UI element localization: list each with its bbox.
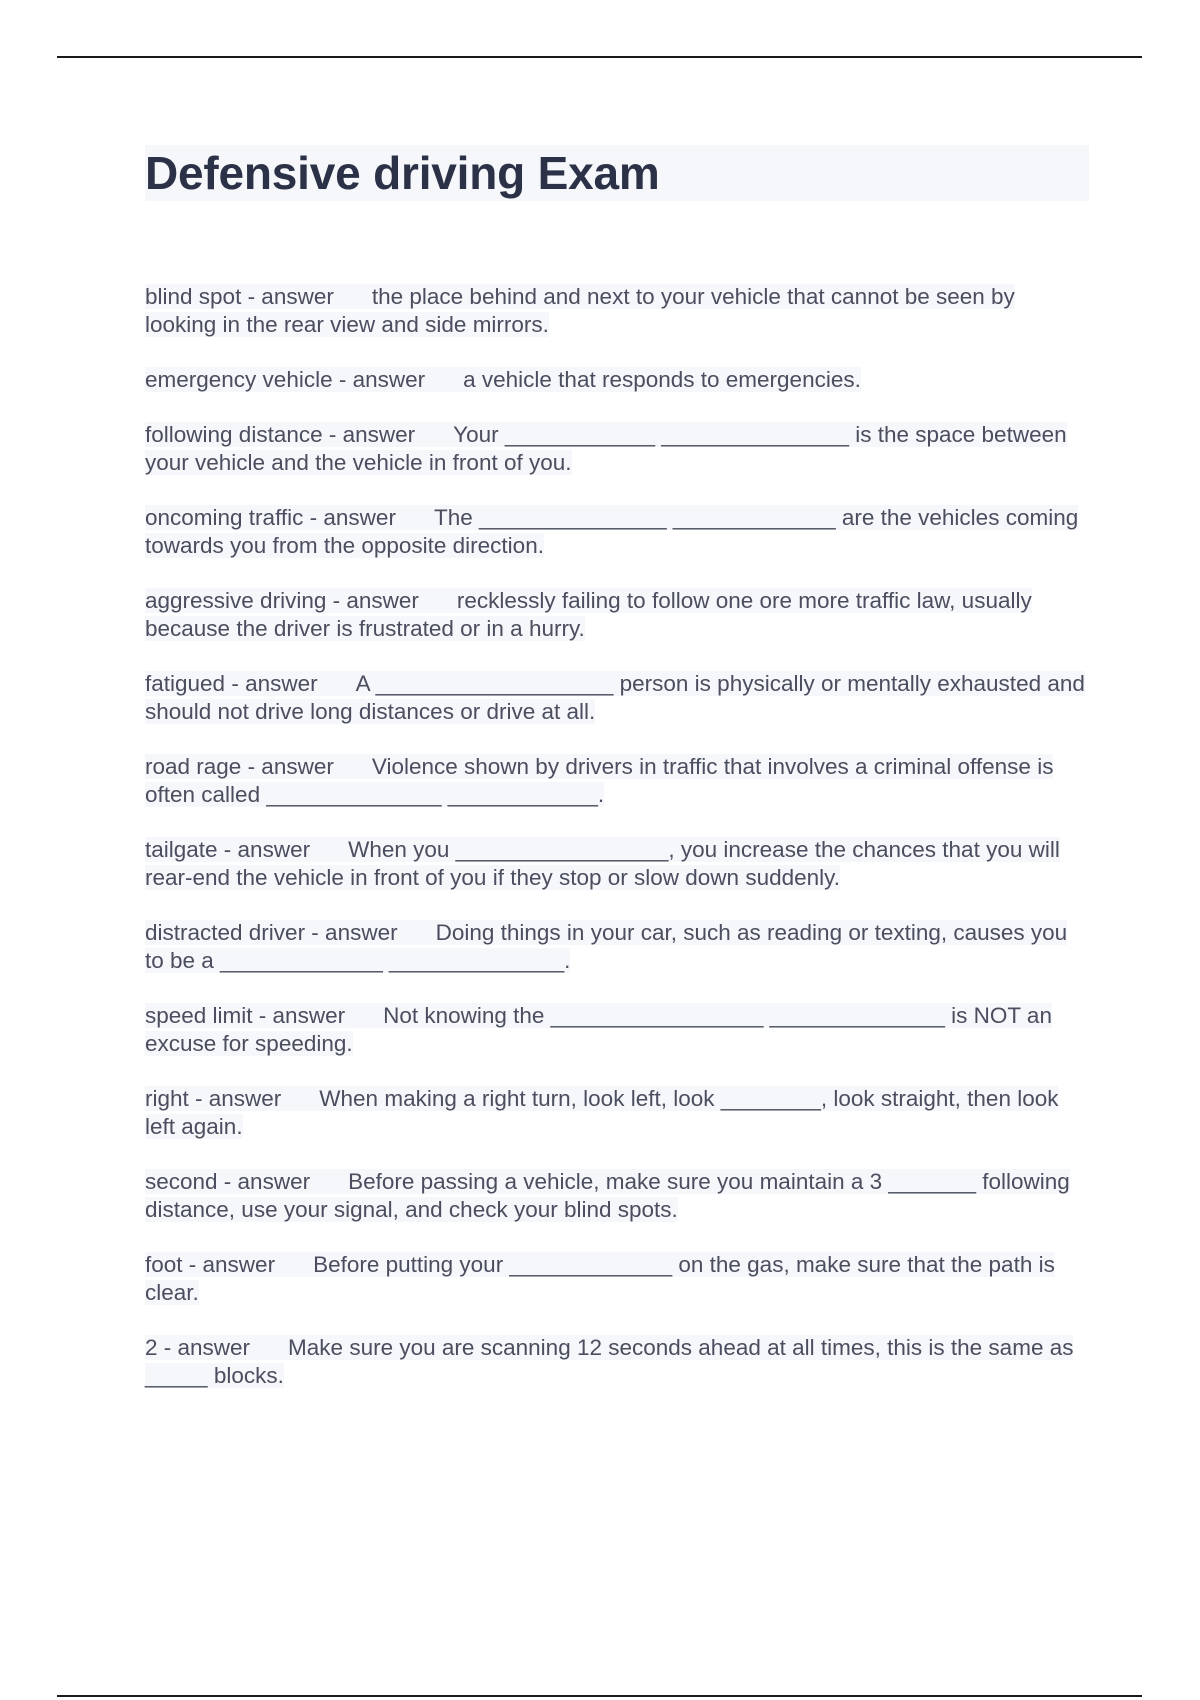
qa-term: foot - answer bbox=[145, 1252, 276, 1277]
qa-item bbox=[145, 919, 1090, 975]
qa-definition: The _______________ _____________ are the vehicles coming towards you from the opposite direction. bbox=[145, 505, 1079, 558]
qa-definition: a vehicle that responds to emergencies. bbox=[463, 367, 861, 392]
qa-definition: When making a right turn, look left, look ________, look straight, then look left again. bbox=[145, 1086, 1059, 1139]
qa-line bbox=[145, 422, 1067, 475]
qa-item bbox=[145, 421, 1090, 477]
qa-term: 2 - answer bbox=[145, 1335, 251, 1360]
qa-definition: Before passing a vehicle, make sure you maintain a 3 _______ following distance, use your signal, and check your blind spots. bbox=[145, 1169, 1070, 1222]
qa-definition: Violence shown by drivers in traffic that involves a criminal offense is often called ______________ ____________. bbox=[145, 754, 1054, 807]
document-body bbox=[145, 145, 1090, 1417]
qa-line bbox=[145, 284, 1015, 337]
qa-term: second - answer bbox=[145, 1169, 311, 1194]
qa-term: following distance - answer bbox=[145, 422, 416, 447]
qa-item bbox=[145, 753, 1090, 809]
qa-definition: Before putting your _____________ on the gas, make sure that the path is clear. bbox=[145, 1252, 1055, 1305]
qa-definition: Doing things in your car, such as reading or texting, causes you to be a _____________ ______________. bbox=[145, 920, 1068, 973]
qa-item bbox=[145, 1002, 1090, 1058]
qa-item bbox=[145, 504, 1090, 560]
qa-item bbox=[145, 366, 1090, 394]
qa-list bbox=[145, 283, 1090, 1390]
qa-term: distracted driver - answer bbox=[145, 920, 398, 945]
qa-term: right - answer bbox=[145, 1086, 282, 1111]
qa-term: oncoming traffic - answer bbox=[145, 505, 396, 530]
qa-term: blind spot - answer bbox=[145, 284, 334, 309]
qa-term: tailgate - answer bbox=[145, 837, 311, 862]
qa-item bbox=[145, 1085, 1090, 1141]
qa-line bbox=[145, 1335, 1073, 1388]
qa-line bbox=[145, 837, 1060, 890]
qa-line bbox=[145, 1003, 1052, 1056]
qa-line bbox=[145, 588, 1032, 641]
header-rule bbox=[57, 56, 1142, 58]
qa-line bbox=[145, 367, 861, 392]
qa-definition: Not knowing the _________________ ______________ is NOT an excuse for speeding. bbox=[145, 1003, 1052, 1056]
qa-item bbox=[145, 1334, 1090, 1390]
qa-definition: recklessly failing to follow one ore more traffic law, usually because the driver is frustrated or in a hurry. bbox=[145, 588, 1032, 641]
qa-term: emergency vehicle - answer bbox=[145, 367, 426, 392]
qa-line bbox=[145, 505, 1078, 558]
qa-term: road rage - answer bbox=[145, 754, 334, 779]
document-title: Defensive driving Exam bbox=[145, 147, 660, 199]
qa-line bbox=[145, 671, 1085, 724]
title-band bbox=[145, 145, 1089, 201]
qa-line bbox=[145, 754, 1053, 807]
qa-line bbox=[145, 1252, 1055, 1305]
qa-item bbox=[145, 1251, 1090, 1307]
qa-term: speed limit - answer bbox=[145, 1003, 346, 1028]
qa-term: aggressive driving - answer bbox=[145, 588, 419, 613]
qa-line bbox=[145, 1086, 1058, 1139]
footer-rule bbox=[57, 1695, 1142, 1697]
qa-item bbox=[145, 587, 1090, 643]
qa-line bbox=[145, 1169, 1070, 1222]
qa-term: fatigued - answer bbox=[145, 671, 318, 696]
qa-definition: the place behind and next to your vehicle that cannot be seen by looking in the rear view and side mirrors. bbox=[145, 284, 1015, 337]
qa-definition: When you _________________, you increase the chances that you will rear-end the vehicle in front of you if they stop or slow down suddenly. bbox=[145, 837, 1060, 890]
qa-definition: Make sure you are scanning 12 seconds ahead at all times, this is the same as _____ blocks. bbox=[145, 1335, 1074, 1388]
qa-item bbox=[145, 1168, 1090, 1224]
qa-item bbox=[145, 836, 1090, 892]
qa-line bbox=[145, 920, 1067, 973]
qa-definition: A ___________________ person is physically or mentally exhausted and should not drive long distances or drive at all. bbox=[145, 671, 1085, 724]
qa-item bbox=[145, 670, 1090, 726]
qa-definition: Your ____________ _______________ is the space between your vehicle and the vehicle in front of you. bbox=[145, 422, 1067, 475]
qa-item bbox=[145, 283, 1090, 339]
